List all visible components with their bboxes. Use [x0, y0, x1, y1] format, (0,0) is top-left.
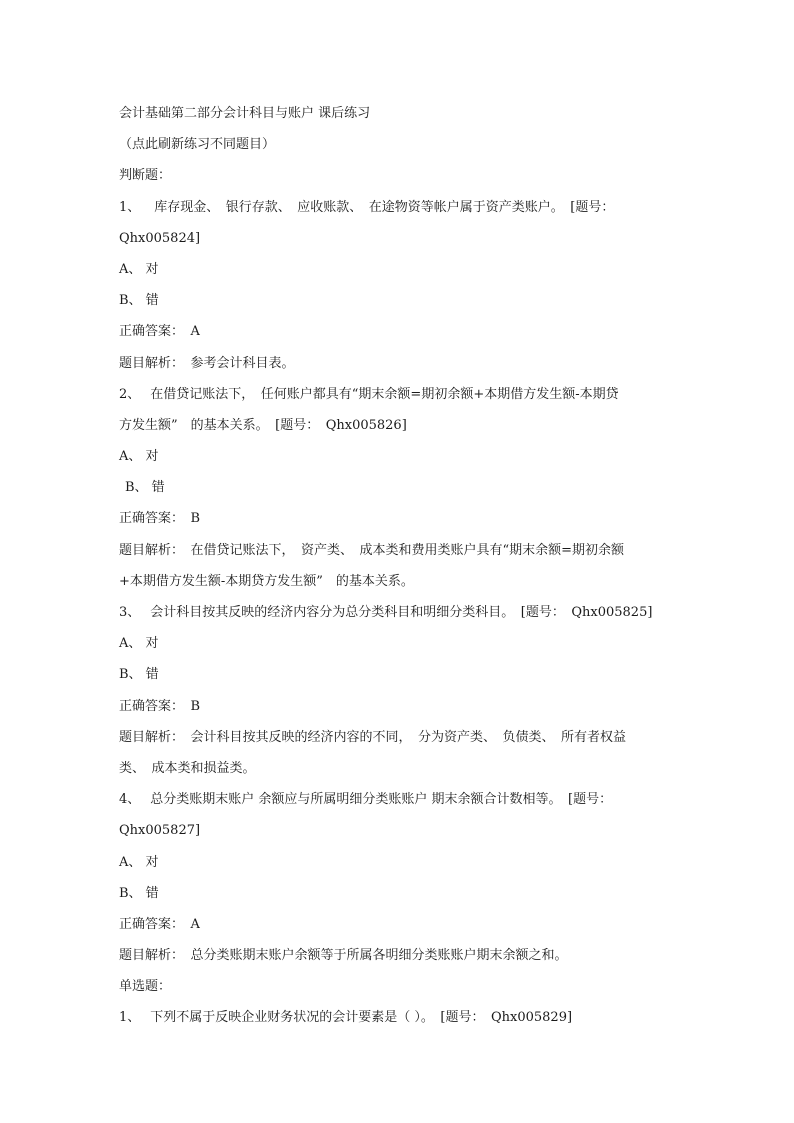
question-4-answer: 正确答案： A	[119, 916, 200, 932]
question-1-option-a[interactable]: A、 对	[119, 261, 159, 277]
question-number: 4、	[119, 792, 141, 808]
document-body	[119, 98, 689, 1034]
question-4-option-a[interactable]: A、 对	[119, 854, 159, 870]
question-2-option-b[interactable]: B、 错	[125, 480, 165, 496]
question-text: 会计科目按其反映的经济内容分为总分类科目和明细分类科目。 [题号： Qhx005825]	[150, 605, 653, 620]
question-3-answer: 正确答案： B	[119, 698, 201, 714]
refresh-link[interactable]: （点此刷新练习不同题目）	[119, 137, 276, 153]
section-heading-single-choice: 单选题：	[119, 979, 172, 995]
question-text: 库存现金、 银行存款、 应收账款、 在途物资等帐户属于资产类账户。 [题号：	[154, 199, 615, 215]
question-2-option-a[interactable]: A、 对	[119, 449, 159, 465]
question-4	[119, 784, 689, 815]
question-1-id: Qhx005824]	[119, 230, 201, 246]
question-text: 在借贷记账法下， 任何账户都具有“期末余额=期初余额+本期借方发生额-本期贷	[150, 386, 619, 402]
question-2	[119, 379, 689, 410]
question-text: 下列不属于反映企业财务状况的会计要素是（ ）。 [题号： Qhx005829]	[150, 1010, 573, 1026]
question-4-analysis: 题目解析： 总分类账期末账户余额等于所属各明细分类账账户期末余额之和。	[119, 948, 568, 964]
question-1-option-b[interactable]: B、 错	[119, 293, 159, 309]
question-2-answer: 正确答案： B	[119, 511, 201, 527]
question-2-analysis-continued: +本期借方发生额-本期贷方发生额” 的基本关系。	[119, 573, 414, 589]
question-3-analysis: 题目解析： 会计科目按其反映的经济内容的不同， 分为资产类、 负债类、 所有者权益	[119, 729, 627, 745]
document-title: 会计基础第二部分会计科目与账户 课后练习	[119, 106, 371, 121]
question-3-analysis-continued: 类、 成本类和损益类。	[119, 760, 256, 776]
question-1	[119, 192, 689, 223]
question-3-option-a[interactable]: A、 对	[119, 636, 159, 652]
question-number: 1、	[119, 199, 141, 215]
question-3	[119, 597, 689, 628]
question-2-text-continued: 方发生额” 的基本关系。 [题号： Qhx005826]	[119, 417, 407, 433]
question-3-option-b[interactable]: B、 错	[119, 667, 159, 683]
single-question-1	[119, 1002, 689, 1033]
question-4-option-b[interactable]: B、 错	[119, 885, 159, 901]
question-text: 总分类账期末账户 余额应与所属明细分类账账户 期末余额合计数相等。 [题号：	[150, 792, 613, 808]
question-2-analysis: 题目解析： 在借贷记账法下， 资产类、 成本类和费用类账户具有“期末余额=期初余额	[119, 542, 625, 558]
question-number: 3、	[119, 605, 141, 620]
question-number: 1、	[119, 1010, 141, 1026]
question-1-answer: 正确答案： A	[119, 324, 200, 340]
section-heading-judgement: 判断题：	[119, 168, 172, 184]
question-1-analysis: 题目解析： 参考会计科目表。	[119, 355, 295, 371]
question-number: 2、	[119, 386, 141, 402]
question-4-id: Qhx005827]	[119, 823, 201, 839]
